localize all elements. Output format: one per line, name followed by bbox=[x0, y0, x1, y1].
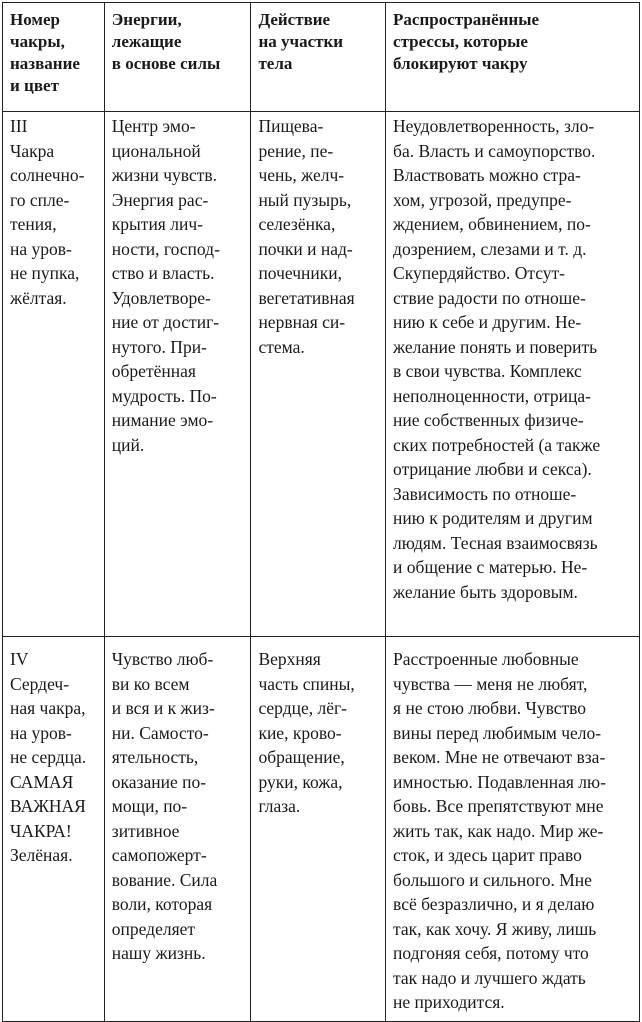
text-line: Пищева- bbox=[258, 116, 324, 136]
energies-cell bbox=[104, 637, 251, 1022]
text-line: нию к себе и другим. Не- bbox=[393, 312, 582, 332]
text-line: неполноценности, отрица- bbox=[393, 385, 591, 406]
table-header-row bbox=[3, 3, 640, 112]
body-effect-cell bbox=[251, 112, 386, 637]
text-line: руки, кожа, bbox=[258, 771, 343, 792]
text-line: жить так, как надо. Мир же- bbox=[393, 820, 604, 841]
text-line: почки и над- bbox=[258, 238, 353, 259]
text-line: на уров- bbox=[10, 722, 72, 743]
text-line: жизни чувств. bbox=[111, 165, 218, 185]
text-line: бовь. Все препятствуют мне bbox=[393, 796, 604, 816]
text-line: и вся и к жиз- bbox=[111, 698, 215, 718]
text-line: дозрением, слезами и т. д. bbox=[393, 238, 587, 259]
text-line: чень, желч- bbox=[258, 165, 345, 185]
text-line: Неудовлетворенность, зло- bbox=[393, 116, 595, 136]
text-line: так надо и лучшего ждать bbox=[393, 967, 586, 988]
text-line: мудрость. По- bbox=[111, 385, 217, 406]
text-line: на уров- bbox=[10, 238, 72, 259]
text-line: вины перед любимым чело- bbox=[393, 722, 602, 743]
text-line: стрессы, которые bbox=[393, 32, 528, 51]
text-line: почечники, bbox=[258, 263, 343, 283]
text-line: в основе силы bbox=[111, 54, 221, 73]
chakra-table bbox=[2, 2, 640, 1022]
text-line: ствие радости по отноше- bbox=[393, 287, 586, 308]
text-line: Сердеч- bbox=[10, 673, 70, 694]
text-line: сердце, лёг- bbox=[258, 698, 347, 718]
text-line: ждением, обвинением, по- bbox=[393, 214, 591, 234]
text-line: тела bbox=[258, 54, 293, 73]
text-line: так, как хочу. Я живу, лишь bbox=[393, 918, 597, 939]
text-line: стема. bbox=[258, 336, 305, 357]
text-line: ций. bbox=[111, 434, 145, 455]
text-line: нутого. При- bbox=[111, 336, 207, 357]
text-line: Энергии, bbox=[111, 10, 182, 29]
text-line: я не стою любви. Чувство bbox=[393, 698, 587, 718]
text-line: чакры, bbox=[10, 32, 65, 51]
text-line: веком. Мне не отвечают вза- bbox=[393, 747, 606, 767]
text-line: Чакра bbox=[10, 140, 55, 161]
text-line: Энергия рас- bbox=[111, 189, 209, 210]
text-line: Зелёная. bbox=[10, 845, 73, 865]
text-line: III bbox=[10, 116, 28, 136]
text-line: ние от достиг- bbox=[111, 312, 220, 332]
text-line: нимание эмо- bbox=[111, 410, 214, 430]
energies-cell bbox=[104, 112, 251, 637]
text-line: не приходится. bbox=[393, 992, 505, 1012]
text-line: зитивное bbox=[111, 820, 180, 841]
table-row bbox=[3, 112, 640, 637]
text-line: го спле- bbox=[10, 189, 70, 210]
chakra-cell bbox=[3, 112, 105, 637]
stresses-cell bbox=[386, 112, 640, 637]
text-line: ная чакра, bbox=[10, 698, 86, 718]
text-line: ВАЖНАЯ bbox=[10, 796, 86, 816]
text-line: солнечно- bbox=[10, 165, 85, 185]
text-line: подгоняя себя, потому что bbox=[393, 943, 589, 963]
text-line: всё безразлично, и я делаю bbox=[393, 894, 595, 914]
header-body-effect bbox=[251, 3, 386, 112]
text-line: отрицание любви и секса). bbox=[393, 459, 592, 479]
header-chakra-number-name-color bbox=[3, 3, 105, 112]
text-line: кие, крово- bbox=[258, 722, 342, 743]
text-line: Верхняя bbox=[258, 649, 321, 669]
text-line: ЧАКРА! bbox=[10, 820, 72, 841]
header-stresses bbox=[386, 3, 640, 112]
text-line: желание понять и поверить bbox=[393, 336, 598, 357]
text-line: название bbox=[10, 54, 80, 73]
text-line: Действие bbox=[258, 10, 331, 29]
text-line: вование. Сила bbox=[111, 869, 218, 890]
table-row bbox=[3, 637, 640, 1022]
text-line: жёлтая. bbox=[10, 287, 67, 308]
text-line: ни. Самосто- bbox=[111, 722, 209, 743]
text-line: и цвет bbox=[10, 76, 59, 95]
text-line: блокируют чакру bbox=[393, 54, 528, 73]
text-line: не сердца. bbox=[10, 747, 87, 767]
text-line: IV bbox=[10, 649, 29, 669]
chakra-cell bbox=[3, 637, 105, 1022]
body-effect-cell bbox=[251, 637, 386, 1022]
text-line: имностью. Подавленная лю- bbox=[393, 771, 606, 792]
text-line: Властвовать можно стра- bbox=[393, 165, 581, 185]
text-line: ный пузырь, bbox=[258, 189, 352, 210]
header-energies bbox=[104, 3, 251, 112]
text-line: лежащие bbox=[111, 32, 182, 51]
text-line: нашу жизнь. bbox=[111, 943, 206, 963]
text-line: Скупердяйство. Отсут- bbox=[393, 263, 566, 283]
text-line: Удовлетворе- bbox=[111, 287, 211, 308]
text-line: часть спины, bbox=[258, 673, 355, 694]
text-line: ви ко всем bbox=[111, 673, 190, 694]
text-line: ние собственных физиче- bbox=[393, 410, 584, 430]
text-line: ба. Власть и самоупорство. bbox=[393, 140, 596, 161]
text-line: ности, господ- bbox=[111, 238, 220, 259]
text-line: в свои чувства. Комплекс bbox=[393, 361, 582, 381]
text-line: Номер bbox=[10, 10, 60, 29]
text-line: сток, и здесь царит право bbox=[393, 845, 582, 865]
text-line: большого и сильного. Мне bbox=[393, 869, 592, 890]
text-line: Центр эмо- bbox=[111, 116, 196, 136]
text-line: хом, угрозой, предупре- bbox=[393, 189, 572, 210]
text-line: людям. Тесная взаимосвязь bbox=[393, 532, 598, 553]
text-line: на участки bbox=[258, 32, 344, 51]
text-line: чувства — меня не любят, bbox=[393, 673, 588, 694]
text-line: ятельность, bbox=[111, 747, 199, 767]
text-line: нию к родителям и другим bbox=[393, 508, 593, 528]
text-line: обращение, bbox=[258, 747, 345, 767]
text-line: Зависимость по отноше- bbox=[393, 483, 577, 504]
text-line: ских потребностей (а также bbox=[393, 434, 601, 455]
stresses-cell bbox=[386, 637, 640, 1022]
text-line: Распространённые bbox=[393, 10, 540, 29]
text-line: обретённая bbox=[111, 361, 196, 381]
text-line: желание быть здоровым. bbox=[393, 581, 578, 602]
text-line: ство и власть. bbox=[111, 263, 215, 283]
text-line: и общение с матерью. Не- bbox=[393, 557, 588, 577]
text-line: крытия лич- bbox=[111, 214, 203, 234]
text-line: воли, которая bbox=[111, 894, 213, 914]
text-line: нервная си- bbox=[258, 312, 346, 332]
text-line: Расстроенные любовные bbox=[393, 649, 579, 669]
text-line: тения, bbox=[10, 214, 57, 234]
text-line: не пупка, bbox=[10, 263, 80, 283]
text-line: циональной bbox=[111, 140, 201, 161]
text-line: вегетативная bbox=[258, 287, 355, 308]
text-line: мощи, по- bbox=[111, 796, 188, 816]
text-line: определяет bbox=[111, 918, 196, 939]
text-line: селезёнка, bbox=[258, 214, 336, 234]
text-line: Чувство люб- bbox=[111, 649, 214, 669]
text-line: самопожерт- bbox=[111, 845, 207, 865]
text-line: глаза. bbox=[258, 796, 301, 816]
text-line: САМАЯ bbox=[10, 771, 74, 792]
text-line: рение, пе- bbox=[258, 140, 334, 161]
text-line: оказание по- bbox=[111, 771, 207, 792]
